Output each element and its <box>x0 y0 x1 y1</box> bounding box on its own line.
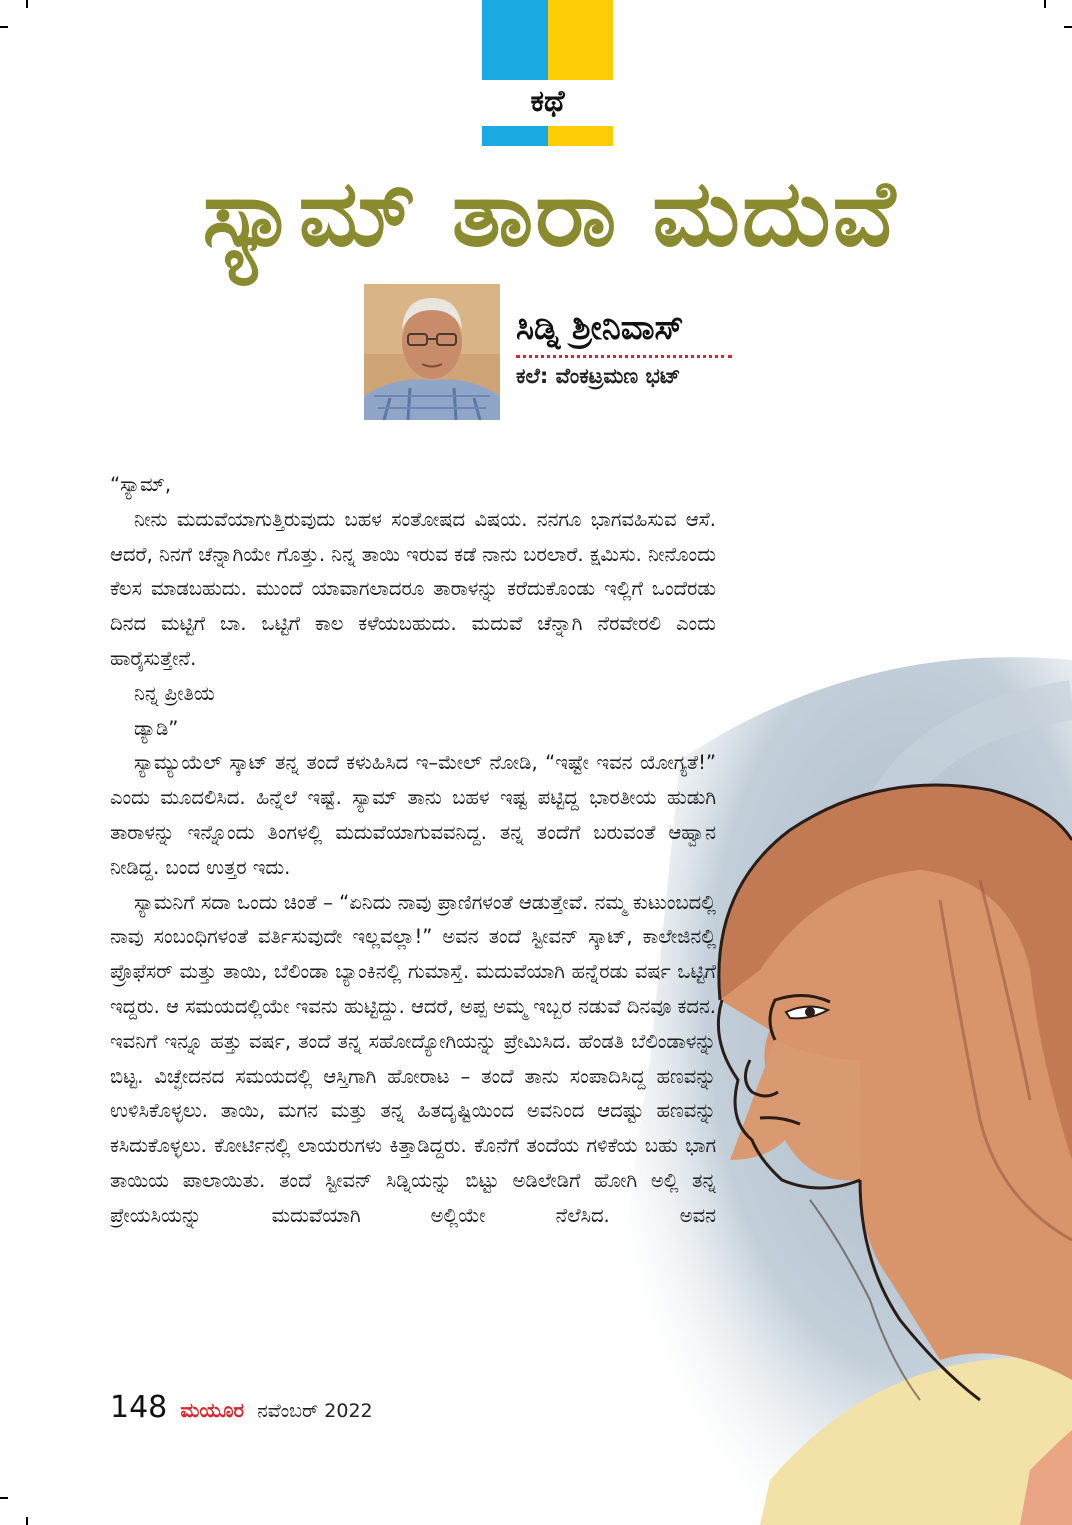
crop-mark <box>0 26 8 28</box>
page-number: 148 <box>110 1390 168 1425</box>
section-badge-bottom <box>482 126 613 146</box>
author-divider <box>516 355 732 358</box>
crop-mark <box>0 1497 8 1499</box>
issue-date: ನವೆಂಬರ್ 2022 <box>257 1400 373 1422</box>
art-credit: ಕಲೆ: ವೆಂಕಟ್ರಮಣ ಭಟ್ <box>516 364 681 388</box>
body-paragraph: ನಿನ್ನ ಪ್ರೀತಿಯ <box>134 681 215 705</box>
crop-mark <box>26 1517 28 1525</box>
story-title: ಸ್ಯಾಮ್ ತಾರಾ ಮದುವೆ <box>202 160 898 267</box>
body-paragraph: “ಸ್ಯಾಮ್, <box>110 473 172 496</box>
crop-mark <box>26 0 28 8</box>
body-paragraph: ಡ್ಯಾಡಿ” <box>134 716 179 740</box>
crop-mark <box>1064 26 1072 28</box>
badge-yellow-block <box>548 0 614 80</box>
page-footer <box>110 1390 373 1425</box>
body-paragraph: ಸ್ಯಾಮ್ಯುಯೆಲ್ ಸ್ಕಾಟ್ ತನ್ನ ತಂದೆ ಕಳುಹಿಸಿದ ಇ–ಮೇಲ್ ನೋಡಿ, “ಇಷ್ಟೇ ಇವನ ಯೋಗ್ಯತೆ!” ಎಂದು ಮೂದಲಿಸಿದ. ಹಿನ್ನೆಲೆ ಇಷ್ಟೆ. ಸ್ಯಾಮ್ ತಾನು ಬಹಳ ಇಷ್ಟ ಪಟ್ಟಿದ್ದ ಭಾರತೀಯ ಹುಡುಗಿ ತಾರಾಳನ್ನು ಇನ್ನೊಂದು ತಿಂಗಳಲ್ಲಿ ಮದುವೆಯಾಗುವವನಿದ್ದ. ತನ್ನ ತಂದೆಗೆ ಬರುವಂತೆ ಆಹ್ವಾನ ನೀಡಿದ್ದ. ಬಂದ ಉತ್ತರ ಇದು. <box>110 751 716 879</box>
badge-yellow-block <box>548 126 614 146</box>
author-photo <box>364 284 500 420</box>
author-portrait-illustration <box>364 284 500 420</box>
magazine-logo: ಮಯೂರ <box>180 1398 245 1422</box>
badge-blue-block <box>482 0 548 80</box>
badge-blue-block <box>482 126 548 146</box>
section-label: ಕಥೆ <box>530 84 565 119</box>
body-paragraph: ಸ್ಯಾಮನಿಗೆ ಸದಾ ಒಂದು ಚಿಂತೆ – “ಏನಿದು ನಾವು ಪ್ರಾಣಿಗಳಂತೆ ಆಡುತ್ತೇವೆ. ನಮ್ಮ ಕುಟುಂಬದಲ್ಲಿ ನಾವು ಸಂಬಂಧಿಗಳಂತೆ ವರ್ತಿಸುವುದೇ ಇಲ್ಲವಲ್ಲಾ!” ಅವನ ತಂದೆ ಸ್ಟೀವನ್ ಸ್ಕಾಟ್, ಕಾಲೇಜಿನಲ್ಲಿ ಪ್ರೊಫೆಸರ್ ಮತ್ತು ತಾಯಿ, ಬೆಲಿಂಡಾ ಬ್ಯಾಂಕಿನಲ್ಲಿ ಗುಮಾಸ್ತೆ. ಮದುವೆಯಾಗಿ ಹನ್ನೆರಡು ವರ್ಷ ಒಟ್ಟಿಗೆ ಇದ್ದರು. ಆ ಸಮಯದಲ್ಲಿಯೇ ಇವನು ಹುಟ್ಟಿದ್ದು. ಆದರೆ, ಅಪ್ಪ ಅಮ್ಮ ಇಬ್ಬರ ನಡುವೆ ದಿನವೂ ಕದನ. ಇವನಿಗೆ ಇನ್ನೂ ಹತ್ತು ವರ್ಷ, ತಂದೆ ತನ್ನ ಸಹೋದ್ಯೋಗಿಯನ್ನು ಪ್ರೇಮಿಸಿದ. ಹೆಂಡತಿ ಬೆಲಿಂಡಾಳನ್ನು ಬಿಟ್ಟ. ವಿಚ್ಛೇದನದ ಸಮಯದಲ್ಲಿ ಆಸ್ತಿಗಾಗಿ ಹೋರಾಟ – ತಂದೆ ತಾನು ಸಂಪಾದಿಸಿದ್ದ ಹಣವನ್ನು ಉಳಿಸಿಕೊಳ್ಳಲು. ತಾಯಿ, ಮಗನ ಮತ್ತು ತನ್ನ ಹಿತದೃಷ್ಟಿಯಿಂದ ಅವನಿಂದ ಆದಷ್ಟು ಹಣವನ್ನು ಕಸಿದುಕೊಳ್ಳಲು. ಕೋರ್ಟಿನಲ್ಲಿ ಲಾಯರುಗಳು ಕಿತ್ತಾಡಿದ್ದರು. ಕೊನೆಗೆ ತಂದೆಯ ಗಳಿಕೆಯ ಬಹು ಭಾಗ ತಾಯಿಯ ಪಾಲಾಯಿತು. ತಂದೆ ಸ್ಟೀವನ್ ಸಿಡ್ನಿಯನ್ನು ಬಿಟ್ಟು ಅಡಿಲೇಡಿಗೆ ಹೋಗಿ ಅಲ್ಲಿ ತನ್ನ ಪ್ರೇಯಸಿಯನ್ನು ಮದುವೆಯಾಗಿ ಅಲ್ಲಿಯೇ ನೆಲೆಸಿದ. ಅವನ <box>110 890 716 1227</box>
body-paragraph: ನೀನು ಮದುವೆಯಾಗುತ್ತಿರುವುದು ಬಹಳ ಸಂತೋಷದ ವಿಷಯ. ನನಗೂ ಭಾಗವಹಿಸುವ ಆಸೆ. ಆದರೆ, ನಿನಗೆ ಚೆನ್ನಾಗಿಯೇ ಗೊತ್ತು. ನಿನ್ನ ತಾಯಿ ಇರುವ ಕಡೆ ನಾನು ಬರಲಾರೆ. ಕ್ಷಮಿಸು. ನೀನೊಂದು ಕೆಲಸ ಮಾಡಬಹುದು. ಮುಂದೆ ಯಾವಾಗಲಾದರೂ ತಾರಾಳನ್ನು ಕರೆದುಕೊಂಡು ಇಲ್ಲಿಗೆ ಒಂದೆರಡು ದಿನದ ಮಟ್ಟಿಗೆ ಬಾ. ಒಟ್ಟಿಗೆ ಕಾಲ ಕಳೆಯಬಹುದು. ಮದುವೆ ಚೆನ್ನಾಗಿ ನೆರವೇರಲಿ ಎಂದು ಹಾರೈಸುತ್ತೇನೆ. <box>110 507 716 670</box>
crop-mark <box>1044 0 1046 8</box>
story-body <box>110 468 716 1234</box>
author-name: ಸಿಡ್ನಿ ಶ್ರೀನಿವಾಸ್ <box>516 308 684 348</box>
section-badge-top <box>482 0 613 80</box>
